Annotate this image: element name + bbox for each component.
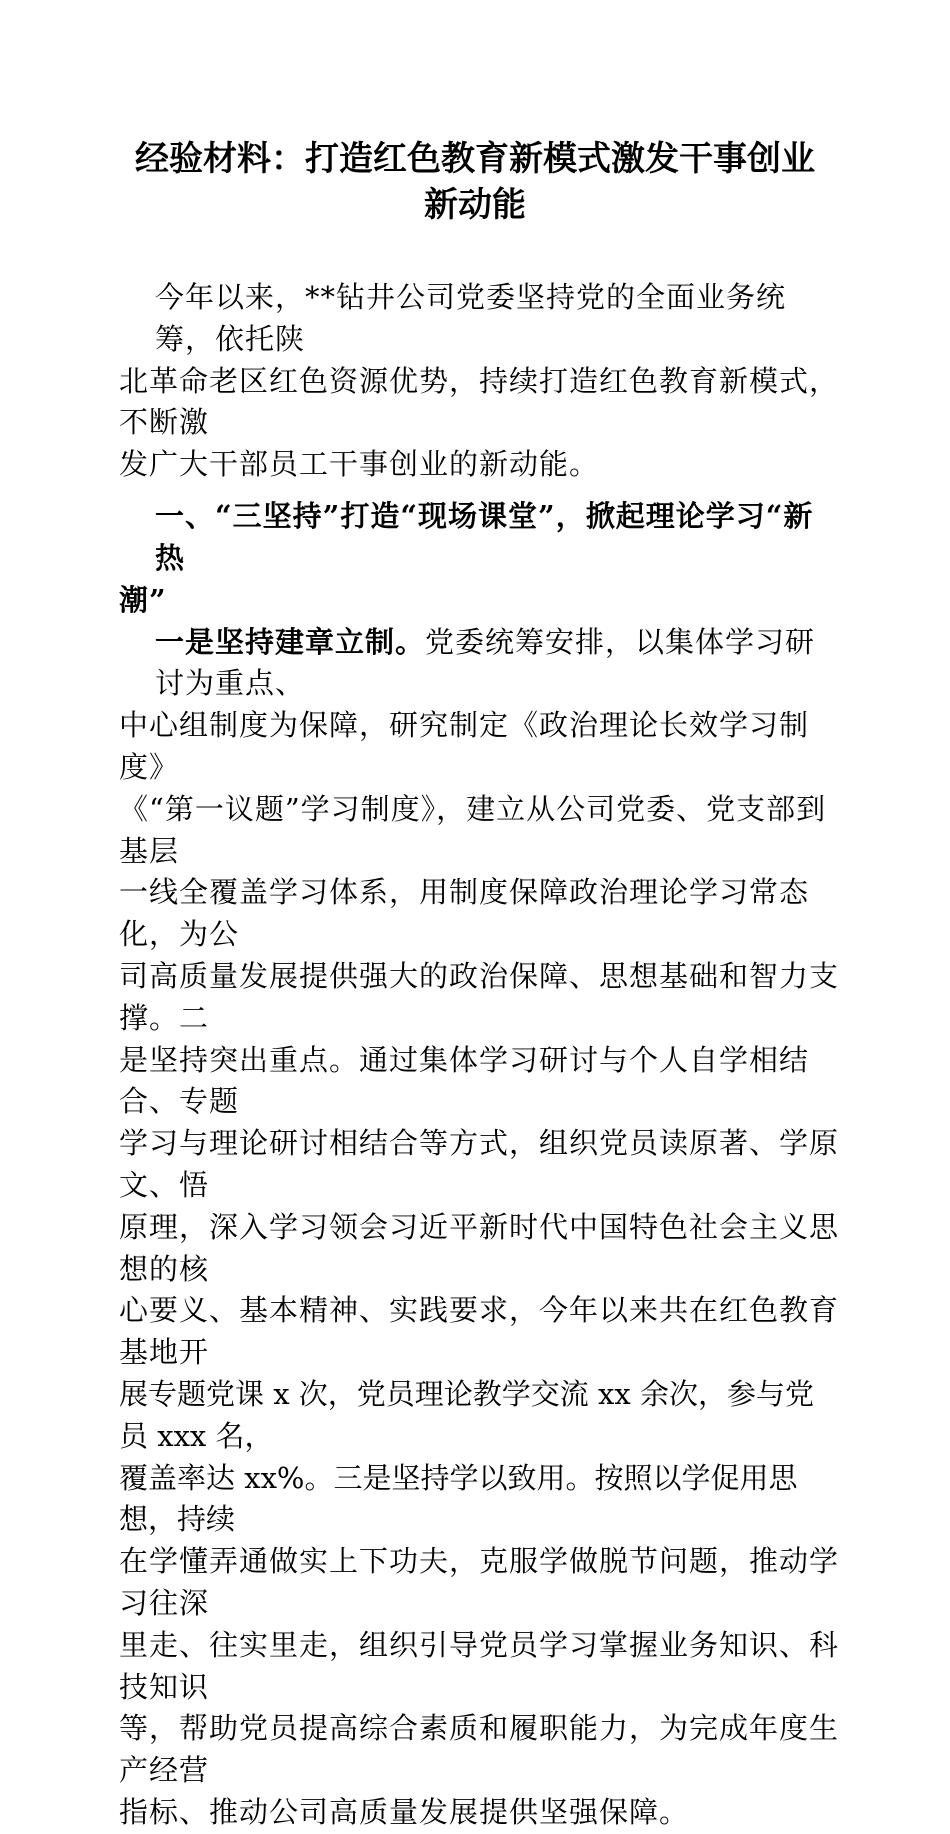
paragraph-line: 覆盖率达 xx%。三是坚持学以致用。按照以学促用思想，持续 bbox=[119, 1460, 798, 1537]
paragraph-line: 指标、推动公司高质量发展提供坚强保障。 bbox=[119, 1794, 690, 1829]
paragraph-line: 中心组制度为保障，研究制定《政治理论长效学习制度》 bbox=[119, 708, 810, 784]
paragraph-line: 司高质量发展提供强大的政治保障、思想基础和智力支撑。二 bbox=[119, 958, 840, 1035]
section-heading-cont: 潮” bbox=[119, 582, 167, 617]
paragraph-line bbox=[119, 622, 839, 706]
intro-line: 今年以来，**钻井公司党委坚持党的全面业务统筹，依托陕 bbox=[155, 280, 787, 356]
paragraph-line: 原理，深入学习领会习近平新时代中国特色社会主义思想的核 bbox=[119, 1209, 840, 1286]
paragraph-line: 等，帮助党员提高综合素质和履职能力，为完成年度生产经营 bbox=[119, 1711, 840, 1788]
paragraph-line: 《“第一议题”学习制度》，建立从公司党委、党支部到基层 bbox=[119, 791, 827, 868]
paragraph-line: 是坚持突出重点。通过集体学习研讨与个人自学相结合、专题 bbox=[119, 1042, 810, 1119]
paragraph-line: 心要义、基本精神、实践要求，今年以来共在红色教育基地开 bbox=[119, 1293, 840, 1370]
paragraph-line: 一线全覆盖学习体系，用制度保障政治理论学习常态化，为公 bbox=[119, 875, 810, 952]
paragraph-line: 学习与理论研讨相结合等方式，组织党员读原著、学原文、悟 bbox=[119, 1126, 840, 1202]
paragraph-line: 里走、往实里走，组织引导党员学习掌握业务知识、科技知识 bbox=[119, 1627, 840, 1704]
intro-line: 发广大干部员工干事创业的新动能。 bbox=[119, 447, 600, 482]
lead-rest: 党委统筹安排，以集体学习研讨为重点、 bbox=[155, 624, 816, 701]
document-title-line-1: 经验材料：打造红色教育新模式激发干事创业 bbox=[135, 139, 815, 179]
section-heading: 一、“三坚持”打造“现场课堂”，掀起理论学习“新热 bbox=[155, 498, 814, 575]
paragraph-line: 在学懂弄通做实上下功夫，克服学做脱节问题，推动学习往深 bbox=[119, 1544, 840, 1620]
document-title-line-2: 新动能 bbox=[424, 185, 526, 225]
lead-bold: 一是坚持建章立制。 bbox=[155, 624, 426, 659]
paragraph-line: 展专题党课 x 次，党员理论教学交流 xx 余次，参与党员 xxx 名， bbox=[119, 1376, 814, 1453]
intro-line: 北革命老区红色资源优势，持续打造红色教育新模式，不断激 bbox=[119, 363, 840, 440]
document-body bbox=[119, 277, 839, 1834]
